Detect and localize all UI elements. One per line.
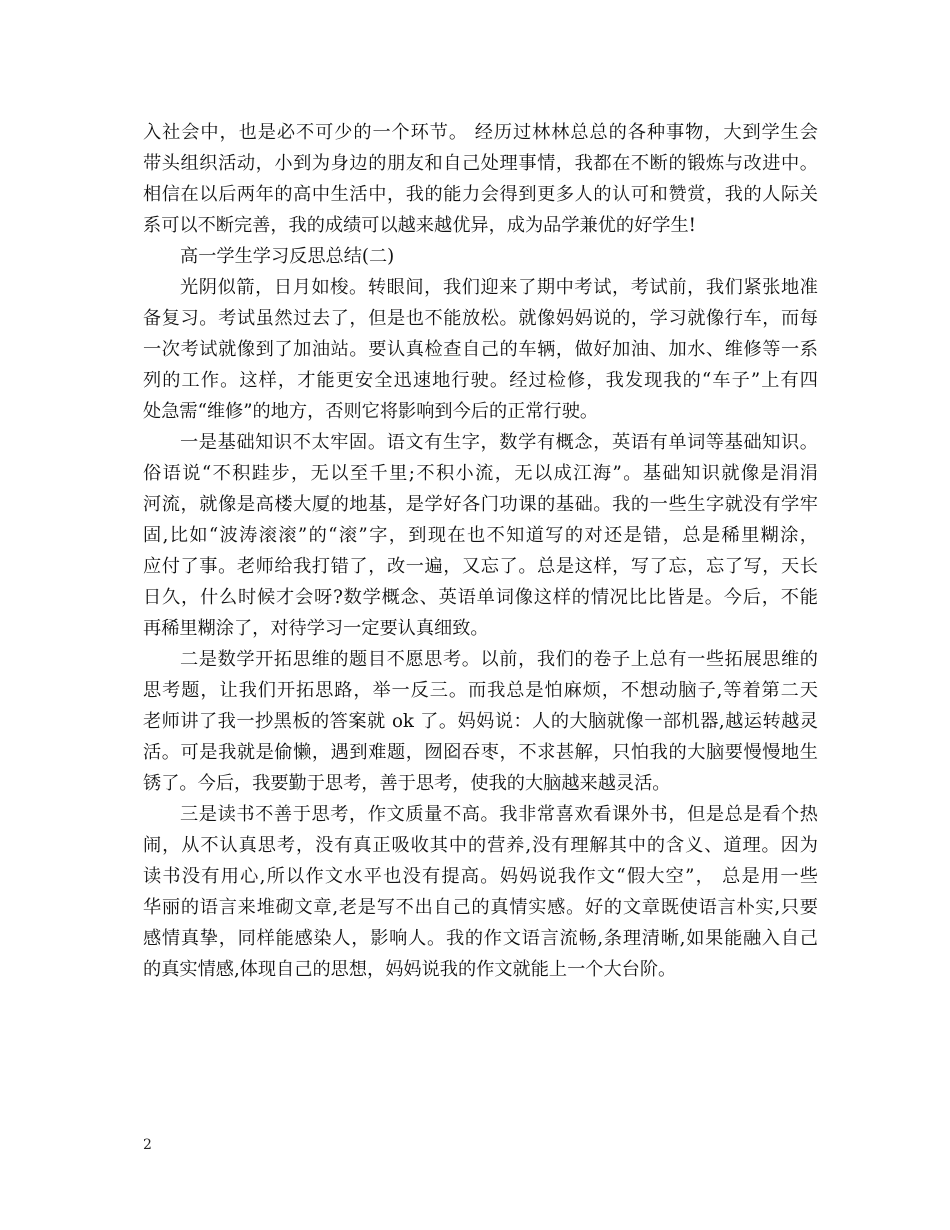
document-body: [143, 117, 818, 985]
text-line: 处急需“维修”的地方，否则它将影响到今后的正常行驶。: [143, 401, 599, 422]
paragraph: [143, 644, 818, 799]
text-line: 固,比如“波涛滚滚”的“滚”字，到现在也不知道写的对还是错，总是稀里糊涂，: [143, 525, 818, 546]
text-line: 列的工作。这样，才能更安全迅速地行驶。经过检修，我发现我的“车子”上有四: [143, 370, 818, 391]
text-line: 一次考试就像到了加油站。要认真检查自己的车辆，做好加油、加水、维修等一系: [143, 339, 818, 360]
text-line: 高一学生学习反思总结(二): [180, 246, 395, 267]
text-line: 俗语说“不积跬步，无以至千里;不积小流，无以成江海”。基础知识就像是涓涓: [143, 463, 818, 484]
text-line: 活。可是我就是偷懒，遇到难题，囫囵吞枣，不求甚解，只怕我的大脑要慢慢地生: [143, 742, 818, 763]
text-line: 读书没有用心,所以作文水平也没有提高。妈妈说我作文“假大空”， 总是用一些: [143, 866, 818, 887]
text-line: 应付了事。老师给我打错了，改一遍，又忘了。总是这样，写了忘，忘了写，天长: [143, 556, 818, 577]
text-line: 系可以不断完善，我的成绩可以越来越优异，成为品学兼优的好学生!: [143, 215, 696, 236]
text-line: 的真实情感,体现自己的思想，妈妈说我的作文就能上一个大台阶。: [143, 959, 677, 980]
text-line: 感情真挚，同样能感染人，影响人。我的作文语言流畅,条理清晰,如果能融入自己: [143, 928, 818, 949]
text-line: 入社会中，也是必不可少的一个环节。 经历过林林总总的各种事物，大到学生会: [143, 122, 818, 143]
paragraph: [143, 272, 818, 427]
text-line: 思考题，让我们开拓思路，举一反三。而我总是怕麻烦，不想动脑子,等着第二天: [143, 680, 818, 701]
paragraph: [143, 799, 818, 985]
text-line: 日久，什么时候才会呀?数学概念、英语单词像这样的情况比比皆是。今后，不能: [143, 587, 818, 608]
text-line: 老师讲了我一抄黑板的答案就 ok 了。妈妈说：人的大脑就像一部机器,越运转越灵: [143, 711, 818, 732]
text-line: 河流，就像是高楼大厦的地基，是学好各门功课的基础。我的一些生字就没有学牢: [143, 494, 818, 515]
text-line: 闹，从不认真思考，没有真正吸收其中的营养,没有理解其中的含义、道理。因为: [143, 835, 818, 856]
text-line: 光阴似箭，日月如梭。转眼间，我们迎来了期中考试，考试前，我们紧张地准: [180, 277, 818, 298]
page-number: 2: [143, 1137, 152, 1153]
text-line: 备复习。考试虽然过去了，但是也不能放松。就像妈妈说的，学习就像行车，而每: [143, 308, 818, 329]
text-line: 华丽的语言来堆砌文章,老是写不出自己的真情实感。好的文章既使语言朴实,只要: [143, 897, 818, 918]
paragraph: [143, 427, 818, 644]
text-line: 相信在以后两年的高中生活中，我的能力会得到更多人的认可和赞赏，我的人际关: [143, 184, 818, 205]
text-line: 二是数学开拓思维的题目不愿思考。以前，我们的卷子上总有一些拓展思维的: [180, 649, 818, 670]
text-line: 带头组织活动，小到为身边的朋友和自己处理事情，我都在不断的锻炼与改进中。: [143, 153, 818, 174]
text-line: 锈了。今后，我要勤于思考，善于思考，使我的大脑越来越灵活。: [143, 773, 671, 794]
text-line: 三是读书不善于思考，作文质量不高。我非常喜欢看课外书，但是总是看个热: [180, 804, 818, 825]
section-heading: [143, 241, 818, 272]
paragraph: [143, 117, 818, 241]
text-line: 一是基础知识不太牢固。语文有生字，数学有概念，英语有单词等基础知识。: [180, 432, 818, 453]
text-line: 再稀里糊涂了，对待学习一定要认真细致。: [143, 618, 489, 639]
